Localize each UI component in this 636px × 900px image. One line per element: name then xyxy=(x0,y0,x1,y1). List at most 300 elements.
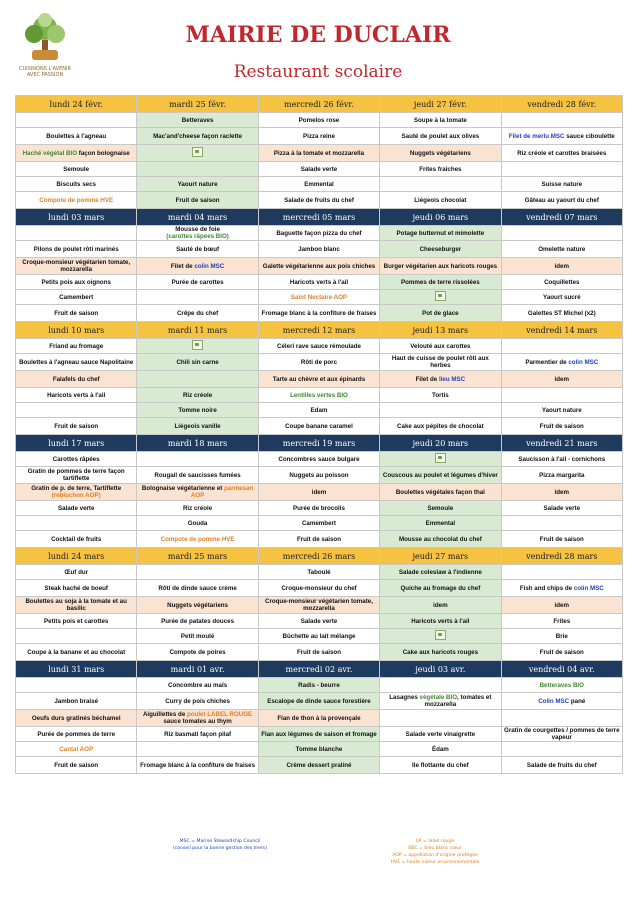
menu-cell xyxy=(16,258,137,275)
menu-cell xyxy=(501,418,622,435)
menu-cell xyxy=(16,339,137,354)
menu-item: Yaourt nature xyxy=(177,180,218,188)
menu-cell xyxy=(16,275,137,290)
menu-cell xyxy=(380,418,501,435)
menu-cell xyxy=(16,501,137,516)
menu-cell xyxy=(258,145,379,162)
menu-item: Steak haché de boeuf xyxy=(44,584,108,592)
menu-row xyxy=(16,128,623,145)
legend-line: BBC = bleu blanc cœur xyxy=(408,846,462,851)
menu-cell xyxy=(258,727,379,742)
menu-row xyxy=(16,258,623,275)
menu-item-part: Saint Nectaire AOP xyxy=(290,293,348,301)
day-header: lundi 24 févr. xyxy=(16,96,137,113)
menu-cell xyxy=(16,678,137,693)
menu-cell xyxy=(137,145,258,162)
menu-cell xyxy=(137,305,258,322)
legend-msc xyxy=(150,838,290,852)
menu-cell xyxy=(380,580,501,597)
menu-cell xyxy=(16,727,137,742)
menu-item: Crêpe du chef xyxy=(176,309,219,317)
menu-item-part: (carottes râpées BIO) xyxy=(166,233,229,240)
menu-cell xyxy=(258,226,379,241)
menu-cell xyxy=(137,757,258,774)
menu-item: Galettes ST Michel (x2) xyxy=(527,309,596,317)
menu-cell xyxy=(16,145,137,162)
menu-cell xyxy=(258,531,379,548)
menu-cell xyxy=(501,258,622,275)
menu-item: Edam xyxy=(310,406,328,414)
menu-item: Falafels du chef xyxy=(52,375,100,383)
menu-cell xyxy=(137,128,258,145)
menu-item: Purée de brocolis xyxy=(293,504,345,512)
day-header: jeudi 20 mars xyxy=(380,435,501,452)
menu-cell xyxy=(137,241,258,258)
menu-item: Biscuits secs xyxy=(56,180,96,188)
menu-item: Riz créole xyxy=(182,504,213,512)
menu-item: Fruit de saison xyxy=(175,196,220,204)
menu-item: Bûchette au lait mélange xyxy=(282,632,356,640)
menu-cell xyxy=(380,597,501,614)
menu-cell xyxy=(501,371,622,388)
menu-cell xyxy=(16,531,137,548)
menu-cell xyxy=(501,128,622,145)
day-header: jeudi 27 mars xyxy=(380,548,501,565)
menu-item: Nuggets au poisson xyxy=(289,471,349,479)
menu-cell xyxy=(16,128,137,145)
logo-text: CUISINONS L'AVENIR AVEC PASSION xyxy=(19,66,71,78)
menu-row xyxy=(16,757,623,774)
menu-item: Radis - beurre xyxy=(298,681,340,689)
menu-cell xyxy=(16,742,137,757)
menu-item: Cheeseburger xyxy=(419,245,462,253)
menu-item: Carottes râpées xyxy=(52,455,100,463)
menu-item: Nuggets végétariens xyxy=(167,601,229,609)
menu-item: Velouté aux carottes xyxy=(410,342,471,350)
menu-row xyxy=(16,742,623,757)
menu-cell xyxy=(501,678,622,693)
menu-item: Céleri rave sauce rémoulade xyxy=(277,342,361,350)
menu-cell xyxy=(258,644,379,661)
menu-cell xyxy=(137,629,258,644)
menu-item: Fruit de saison xyxy=(54,422,99,430)
menu-cell xyxy=(137,710,258,727)
menu-item: Petits pois aux oignons xyxy=(41,278,111,286)
dish-picto-icon xyxy=(192,340,203,350)
menu-cell xyxy=(380,305,501,322)
menu-row xyxy=(16,678,623,693)
menu-item: Concombre au maïs xyxy=(168,681,228,689)
menu-cell xyxy=(16,113,137,128)
menu-cell xyxy=(137,388,258,403)
menu-item: Salade verte xyxy=(57,504,95,512)
day-header: mardi 01 avr. xyxy=(137,661,258,678)
menu-item: Pizza à la tomate et mozzarella xyxy=(273,149,365,157)
menu-cell xyxy=(380,644,501,661)
menu-cell xyxy=(137,531,258,548)
menu-item: Salade verte xyxy=(543,504,581,512)
menu-cell xyxy=(258,241,379,258)
day-header: lundi 03 mars xyxy=(16,209,137,226)
menu-cell xyxy=(16,597,137,614)
menu-item-part: Bolognaise végétarienne et xyxy=(141,485,225,492)
menu-cell xyxy=(501,177,622,192)
menu-cell xyxy=(258,452,379,467)
menu-cell xyxy=(501,388,622,403)
menu-cell xyxy=(258,290,379,305)
menu-cell xyxy=(380,678,501,693)
menu-item: Rôti de porc xyxy=(300,358,338,366)
day-header: lundi 10 mars xyxy=(16,322,137,339)
menu-item: Liégeois chocolat xyxy=(414,196,467,204)
menu-item: idem xyxy=(554,375,569,383)
menu-item: Camembert xyxy=(59,293,94,301)
menu-cell xyxy=(380,388,501,403)
menu-cell xyxy=(501,403,622,418)
menu-item: Emmental xyxy=(304,180,334,188)
menu-cell xyxy=(16,305,137,322)
menu-item-part: (reblochon AOP) xyxy=(51,492,101,499)
menu-item-part: colin MSC xyxy=(194,262,225,270)
menu-item-part: Compote de pomme HVE xyxy=(39,196,114,204)
menu-row xyxy=(16,403,623,418)
menu-cell xyxy=(258,113,379,128)
menu-item-part: Compote de pomme HVE xyxy=(160,535,235,543)
menu-cell xyxy=(380,403,501,418)
menu-cell xyxy=(380,192,501,209)
menu-item-part: poulet LABEL ROUGE xyxy=(186,711,253,718)
menu-item: Soupe à la tomate xyxy=(413,116,467,124)
menu-row xyxy=(16,516,623,531)
day-header-row xyxy=(16,435,623,452)
menu-item: Jambon blanc xyxy=(298,245,340,253)
menu-cell xyxy=(501,354,622,371)
menu-cell xyxy=(501,727,622,742)
menu-item: Frites xyxy=(553,617,571,625)
menu-cell xyxy=(501,580,622,597)
menu-cell xyxy=(501,241,622,258)
menu-item: idem xyxy=(554,601,569,609)
menu-cell xyxy=(501,113,622,128)
menu-item-part: sauce tomates au thym xyxy=(163,718,232,725)
menu-cell xyxy=(137,418,258,435)
menu-cell xyxy=(16,629,137,644)
menu-item-part: Mousse de foie xyxy=(175,226,220,233)
day-header: mardi 04 mars xyxy=(137,209,258,226)
menu-item: Baguette façon pizza du chef xyxy=(276,229,362,237)
menu-cell xyxy=(501,467,622,484)
menu-cell xyxy=(380,113,501,128)
menu-cell xyxy=(258,629,379,644)
menu-item: Flan de thon à la provençale xyxy=(277,714,361,722)
menu-item: Petit moulé xyxy=(180,632,215,640)
menu-cell xyxy=(137,678,258,693)
menu-cell xyxy=(501,290,622,305)
menu-item: Mousse au chocolat du chef xyxy=(398,535,482,543)
menu-cell xyxy=(16,354,137,371)
day-header: lundi 31 mars xyxy=(16,661,137,678)
menu-item-part: Lentilles vertes BIO xyxy=(290,391,348,399)
menu-cell xyxy=(137,501,258,516)
menu-cell xyxy=(258,162,379,177)
menu-item: Fruit de saison xyxy=(539,535,584,543)
menu-item: Friand au fromage xyxy=(49,342,104,350)
menu-item: Salade verte vinaigrette xyxy=(405,730,476,738)
menu-item: Ile flottante du chef xyxy=(412,761,469,769)
menu-cell xyxy=(16,388,137,403)
menu-item: Tomme blanche xyxy=(295,745,343,753)
menu-item: Rougail de saucisses fumées xyxy=(154,471,241,479)
menu-item: Oeufs durs gratinés béchamel xyxy=(31,714,121,722)
menu-item: Camembert xyxy=(301,519,336,527)
menu-item-part: Filet de xyxy=(415,375,439,383)
menu-row xyxy=(16,339,623,354)
menu-row xyxy=(16,177,623,192)
menu-row xyxy=(16,162,623,177)
menu-item: idem xyxy=(311,488,327,496)
menu-cell xyxy=(380,145,501,162)
menu-item: Omelette nature xyxy=(538,245,586,253)
menu-item-part: Parmentier de xyxy=(525,358,569,366)
menu-cell xyxy=(258,484,379,501)
menu-cell xyxy=(16,226,137,241)
menu-item: Fromage blanc à la confiture de fraises xyxy=(261,309,377,317)
menu-cell xyxy=(16,192,137,209)
menu-item-part: sauce ciboulette xyxy=(564,132,615,140)
day-header: vendredi 21 mars xyxy=(501,435,622,452)
day-header-row xyxy=(16,209,623,226)
menu-cell xyxy=(137,597,258,614)
menu-cell xyxy=(16,757,137,774)
menu-item: Coupe banane caramel xyxy=(285,422,353,430)
menu-cell xyxy=(380,501,501,516)
menu-row xyxy=(16,565,623,580)
legend-line: LR = label rouge xyxy=(415,839,455,844)
menu-cell xyxy=(380,290,501,305)
menu-row xyxy=(16,354,623,371)
menu-item: Boulettes au soja à la tomate et au basilic xyxy=(25,598,127,612)
menu-item: Taboulé xyxy=(307,568,331,576)
menu-cell xyxy=(501,629,622,644)
menu-item: Compote de poires xyxy=(169,648,226,656)
menu-cell xyxy=(137,467,258,484)
menu-cell xyxy=(380,354,501,371)
menu-item: Sauté de poulet aux olives xyxy=(401,132,480,140)
day-header: mercredi 26 févr. xyxy=(258,96,379,113)
menu-cell xyxy=(380,226,501,241)
menu-item: Emmental xyxy=(425,519,456,527)
menu-item: Salade de fruits du chef xyxy=(526,761,597,769)
menu-cell xyxy=(380,162,501,177)
menu-cell xyxy=(380,565,501,580)
day-header: vendredi 28 mars xyxy=(501,548,622,565)
menu-item: Yaourt sucré xyxy=(543,293,581,301)
menu-cell xyxy=(501,305,622,322)
day-header: mercredi 05 mars xyxy=(258,209,379,226)
menu-item-part: Fish and chips de xyxy=(519,584,574,592)
menu-cell xyxy=(501,597,622,614)
menu-cell xyxy=(258,580,379,597)
day-header: mardi 11 mars xyxy=(137,322,258,339)
menu-cell xyxy=(501,757,622,774)
menu-item: Rôti de dinde sauce crème xyxy=(158,584,237,592)
menu-item: Boulettes à l'agneau xyxy=(46,132,107,140)
menu-cell xyxy=(16,418,137,435)
menu-item: Pizza margarita xyxy=(539,471,585,479)
day-header: vendredi 07 mars xyxy=(501,209,622,226)
menu-cell xyxy=(501,742,622,757)
menu-cell xyxy=(258,742,379,757)
menu-cell xyxy=(16,241,137,258)
menu-item-part: Gratin de p. de terre, Tartiflette xyxy=(31,485,122,492)
menu-item: Flan aux légumes de saison et fromage xyxy=(261,730,377,738)
menu-cell xyxy=(258,565,379,580)
day-header: mercredi 26 mars xyxy=(258,548,379,565)
menu-cell xyxy=(258,597,379,614)
menu-row xyxy=(16,241,623,258)
menu-item: Fruit de saison xyxy=(539,648,584,656)
menu-item: Riz basmati façon pilaf xyxy=(164,730,232,738)
menu-item: Burger végétarien aux haricots rouges xyxy=(383,262,498,270)
menu-cell xyxy=(137,614,258,629)
menu-cell xyxy=(16,693,137,710)
menu-item: Betteraves xyxy=(181,116,214,124)
menu-cell xyxy=(501,339,622,354)
menu-cell xyxy=(258,501,379,516)
menu-cell xyxy=(258,418,379,435)
menu-item: Tomme noire xyxy=(178,406,217,414)
menu-cell xyxy=(501,565,622,580)
menu-cell xyxy=(258,371,379,388)
menu-cell xyxy=(137,403,258,418)
page-subtitle: Restaurant scolaire xyxy=(233,62,403,82)
menu-row xyxy=(16,305,623,322)
menu-item: Pomelos rose xyxy=(298,116,340,124)
menu-item: Sauté de bœuf xyxy=(176,245,220,253)
menu-table xyxy=(15,95,623,774)
page-header xyxy=(0,0,636,92)
menu-row xyxy=(16,484,623,501)
menu-item: Fruit de saison xyxy=(296,648,341,656)
day-header-row xyxy=(16,96,623,113)
menu-item-part: parmesan AOP xyxy=(190,485,254,499)
menu-item: Nuggets végétariens xyxy=(409,149,471,157)
menu-item: Petits pois et carottes xyxy=(44,617,109,625)
menu-item-part: colin MSC xyxy=(568,358,599,366)
menu-cell xyxy=(380,710,501,727)
menu-item-part: Colin MSC xyxy=(538,697,570,705)
menu-item: Édam xyxy=(431,745,449,753)
menu-item-part: Haché végétal BIO xyxy=(22,149,78,157)
menu-row xyxy=(16,531,623,548)
menu-cell xyxy=(137,192,258,209)
menu-item: Couscous au poulet et légumes d'hiver xyxy=(382,471,498,479)
menu-cell xyxy=(380,484,501,501)
menu-item: Fruit de saison xyxy=(296,535,341,543)
menu-cell xyxy=(380,275,501,290)
menu-row xyxy=(16,371,623,388)
menu-item: Cocktail de fruits xyxy=(51,535,102,543)
menu-item-part: lieu MSC xyxy=(438,375,466,383)
menu-cell xyxy=(16,403,137,418)
menu-cell xyxy=(137,354,258,371)
menu-item: Œuf dur xyxy=(64,568,89,576)
menu-item-part: Lasagnes xyxy=(389,694,420,701)
menu-cell xyxy=(258,192,379,209)
menu-cell xyxy=(380,757,501,774)
menu-item: Purée de patates douces xyxy=(161,617,235,625)
day-header: jeudi 03 avr. xyxy=(380,661,501,678)
menu-cell xyxy=(258,710,379,727)
menu-cell xyxy=(258,339,379,354)
menu-cell xyxy=(380,742,501,757)
menu-row xyxy=(16,693,623,710)
menu-item: Coupe à la banane et au chocolat xyxy=(27,648,126,656)
menu-cell xyxy=(137,258,258,275)
menu-cell xyxy=(137,339,258,354)
menu-cell xyxy=(501,693,622,710)
menu-row xyxy=(16,629,623,644)
menu-row xyxy=(16,614,623,629)
menu-item: Yaourt nature xyxy=(541,406,582,414)
menu-row xyxy=(16,452,623,467)
menu-item: Fruit de saison xyxy=(54,309,99,317)
menu-cell xyxy=(501,452,622,467)
menu-item-part: façon bolognaise xyxy=(77,149,130,157)
menu-cell xyxy=(258,305,379,322)
menu-item: Semoule xyxy=(427,504,454,512)
menu-cell xyxy=(137,113,258,128)
menu-item: Pilons de poulet rôti marinés xyxy=(33,245,119,253)
menu-row xyxy=(16,226,623,241)
menu-item-part: pané xyxy=(569,697,586,705)
menu-item: Purée de pommes de terre xyxy=(37,730,116,738)
menu-item: Gratin de pommes de terre façon tartiflette xyxy=(27,468,125,482)
menu-cell xyxy=(137,290,258,305)
menu-cell xyxy=(501,145,622,162)
menu-cell xyxy=(258,678,379,693)
menu-item: Brie xyxy=(555,632,568,640)
menu-item: Jambon braisé xyxy=(54,697,99,705)
menu-cell xyxy=(137,177,258,192)
menu-cell xyxy=(258,258,379,275)
menu-item: Boulettes végétales façon thaï xyxy=(395,488,485,496)
menu-cell xyxy=(137,371,258,388)
menu-item: Purée de carottes xyxy=(171,278,224,286)
menu-cell xyxy=(16,177,137,192)
menu-cell xyxy=(501,614,622,629)
menu-row xyxy=(16,113,623,128)
menu-item: Saucisson à l'ail - cornichons xyxy=(518,455,606,463)
menu-cell xyxy=(258,757,379,774)
menu-item: Croque-monsieur végétarien tomate, mozzarella xyxy=(22,259,131,273)
menu-cell xyxy=(16,484,137,501)
menu-item: Mac'and'cheese façon raclette xyxy=(153,132,243,140)
menu-item: Gouda xyxy=(187,519,208,527)
menu-item: Galette végétarienne aux pois chiches xyxy=(262,262,376,270)
menu-item: Salade verte xyxy=(300,617,338,625)
menu-cell xyxy=(16,614,137,629)
menu-item: Salade verte xyxy=(300,165,338,173)
menu-item: idem xyxy=(433,601,448,609)
menu-cell xyxy=(258,177,379,192)
menu-item: idem xyxy=(554,262,569,270)
menu-item: Fruit de saison xyxy=(539,422,584,430)
day-header: mardi 18 mars xyxy=(137,435,258,452)
menu-item: Curry de pois chiches xyxy=(165,697,230,705)
menu-cell xyxy=(137,275,258,290)
menu-item: idem xyxy=(554,488,569,496)
